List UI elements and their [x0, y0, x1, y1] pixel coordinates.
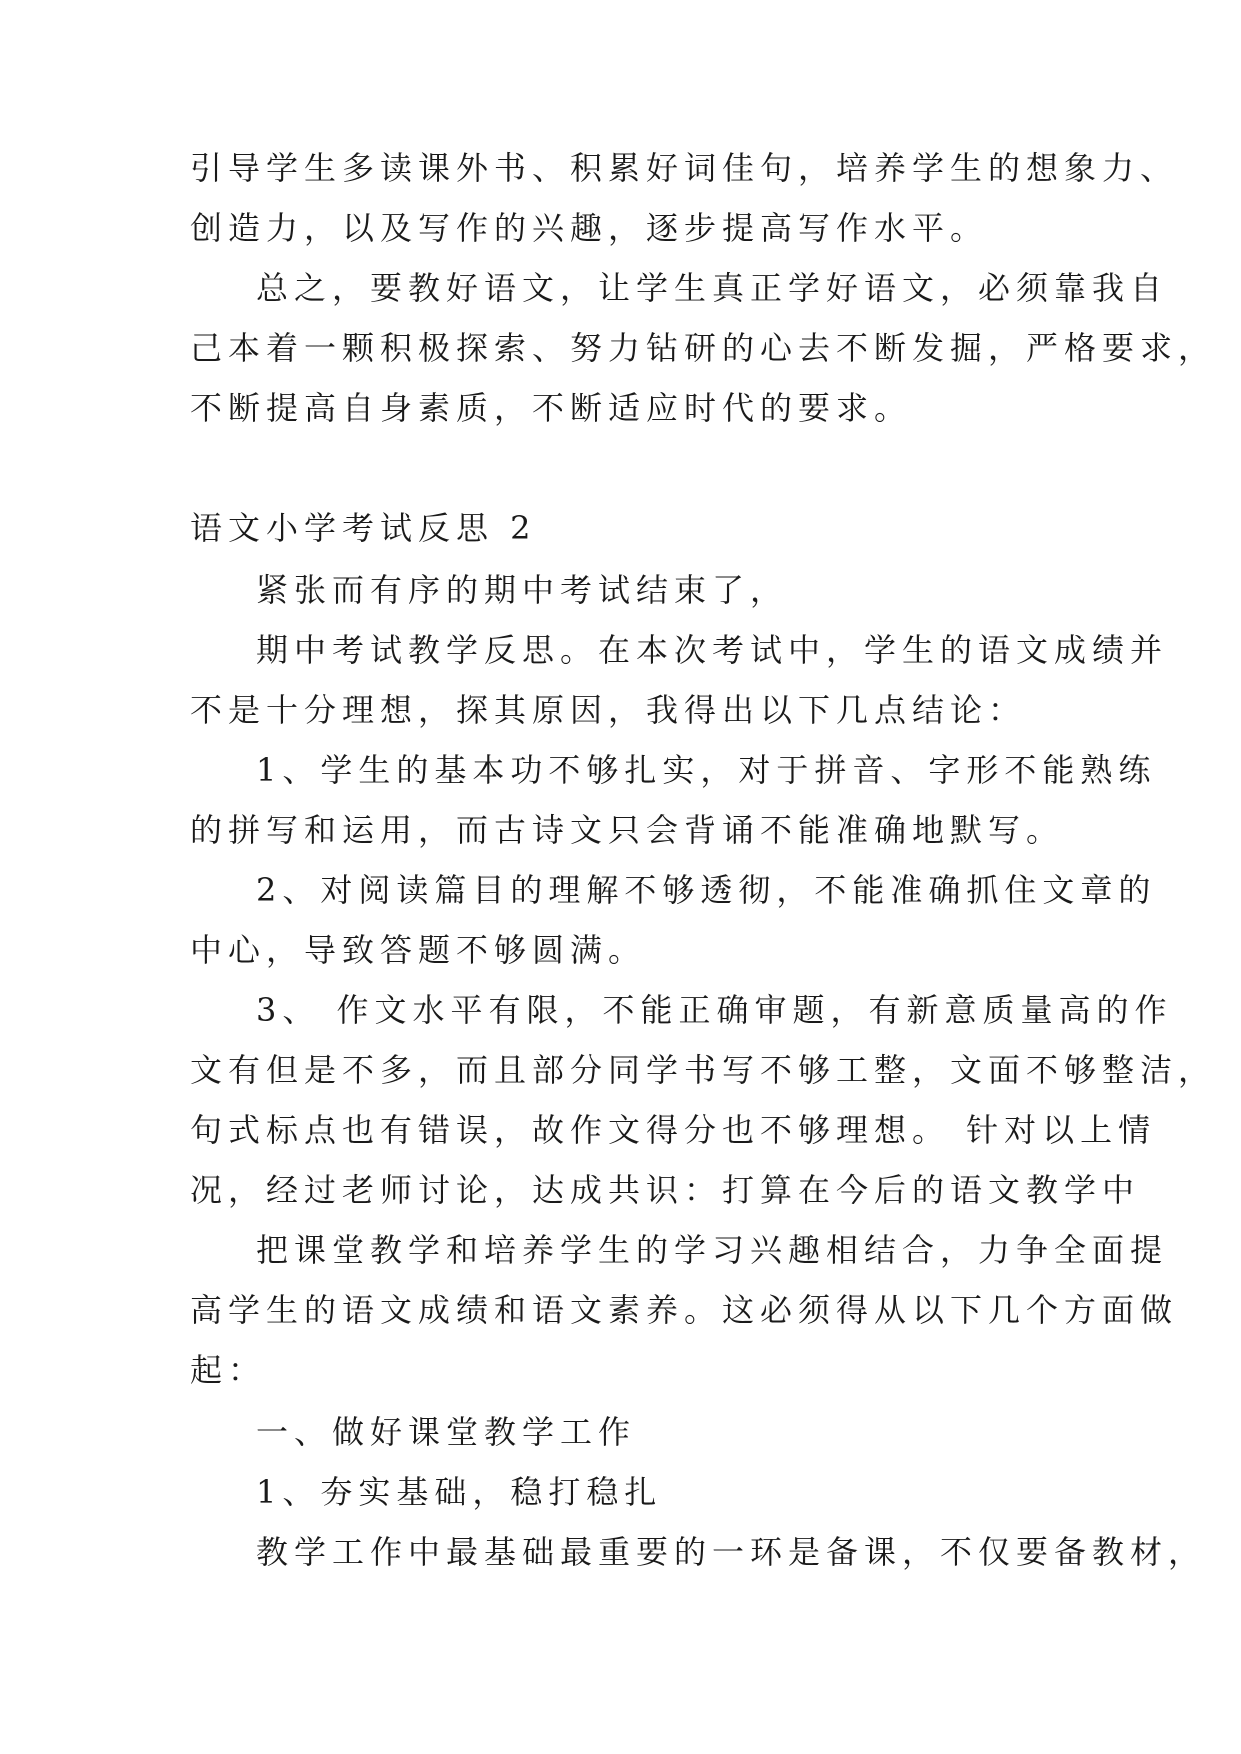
paragraph-start: 把课堂教学和培养学生的学习兴趣相结合，力争全面提 — [256, 1231, 1169, 1269]
text-line: 句式标点也有错误，故作文得分也不够理想。 针对以上情 — [190, 1111, 1157, 1149]
list-item: 2、对阅读篇目的理解不够透彻，不能准确抓住文章的 — [256, 871, 1157, 909]
text-line: 己本着一颗积极探索、努力钻研的心去不断发掘，严格要求， — [190, 329, 1217, 367]
subheading: 一、做好课堂教学工作 — [256, 1413, 637, 1451]
text-line: 不是十分理想，探其原因，我得出以下几点结论： — [190, 691, 1027, 729]
text-line: 中心，导致答题不够圆满。 — [190, 931, 647, 969]
text-line: 创造力，以及写作的兴趣，逐步提高写作水平。 — [190, 209, 989, 247]
paragraph-start: 紧张而有序的期中考试结束了， — [256, 571, 789, 609]
section-heading: 语文小学考试反思 2 — [190, 509, 537, 547]
text-line: 况，经过老师讨论，达成共识：打算在今后的语文教学中 — [190, 1171, 1141, 1209]
text-line: 文有但是不多，而且部分同学书写不够工整，文面不够整洁， — [190, 1051, 1217, 1089]
list-item: 1、学生的基本功不够扎实，对于拼音、字形不能熟练 — [256, 751, 1157, 789]
text-line: 起： — [190, 1351, 267, 1389]
paragraph-start: 总之，要教好语文，让学生真正学好语文，必须靠我自 — [256, 269, 1169, 307]
subheading: 1、夯实基础，稳打稳扎 — [256, 1473, 663, 1511]
text-line: 不断提高自身素质，不断适应时代的要求。 — [190, 389, 913, 427]
paragraph-start: 期中考试教学反思。在本次考试中，学生的语文成绩并 — [256, 631, 1169, 669]
text-line: 引导学生多读课外书、积累好词佳句，培养学生的想象力、 — [190, 149, 1179, 187]
text-line: 的拼写和运用，而古诗文只会背诵不能准确地默写。 — [190, 811, 1065, 849]
paragraph-start: 教学工作中最基础最重要的一环是备课，不仅要备教材， — [256, 1533, 1207, 1571]
list-item: 3、 作文水平有限，不能正确审题，有新意质量高的作 — [256, 991, 1173, 1029]
text-line: 高学生的语文成绩和语文素养。这必须得从以下几个方面做 — [190, 1291, 1179, 1329]
